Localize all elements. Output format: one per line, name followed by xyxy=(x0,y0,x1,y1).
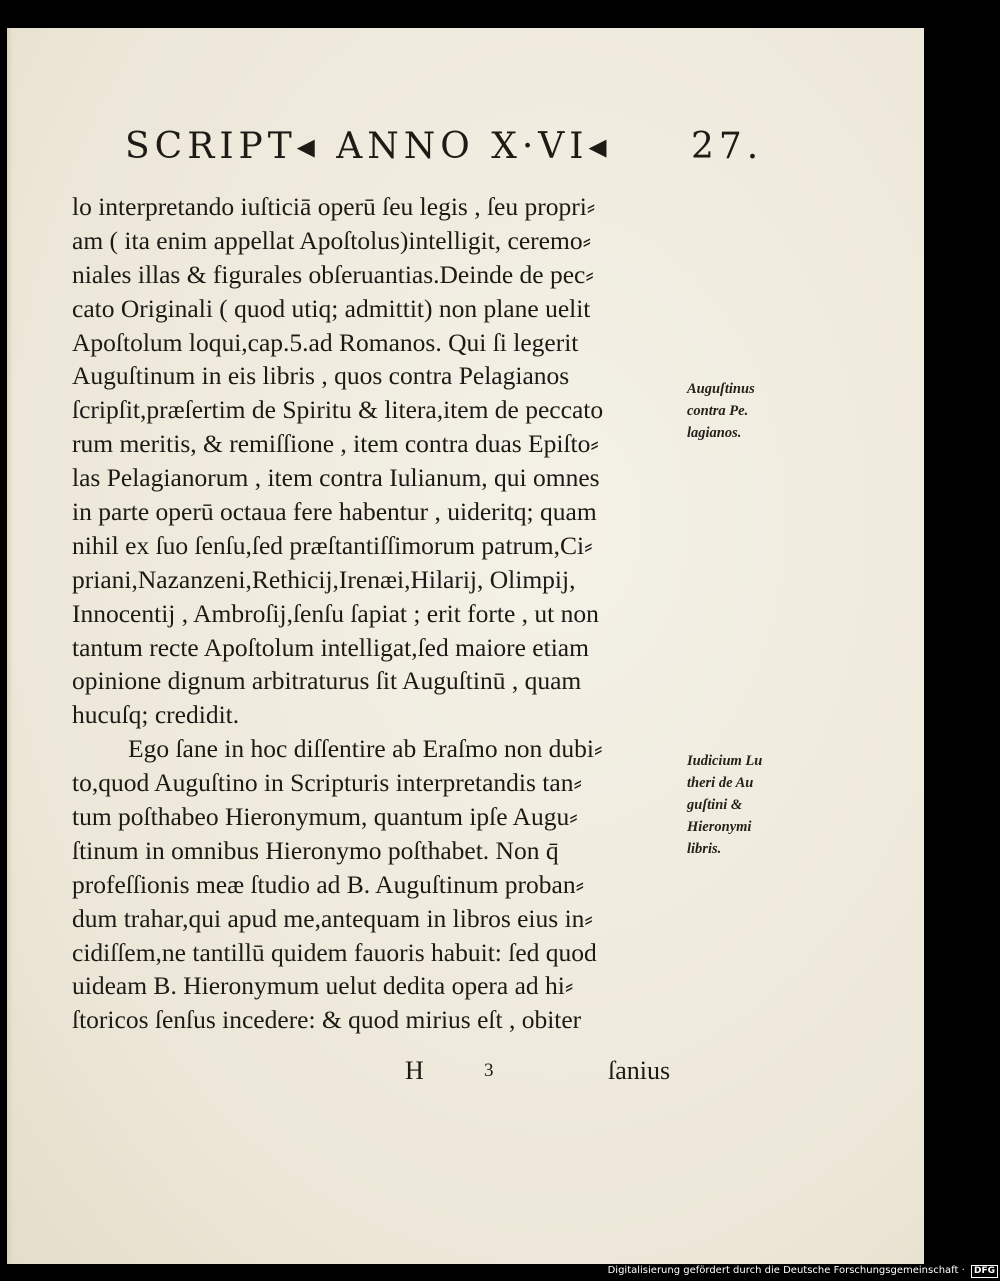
page-number: 27. xyxy=(691,126,764,167)
margin-note-line: lagianos. xyxy=(687,425,742,441)
text-line: cidiſſem,ne tantillū quidem fauoris habuit: ſed quod xyxy=(72,937,597,967)
text-line: uideam B. Hieronymum uelut dedita opera ad hi⸗ xyxy=(72,971,574,1001)
catchword: ſanius xyxy=(608,1056,671,1085)
body-text xyxy=(72,190,692,1037)
digitization-credit: Digitalisierung gefördert durch die Deutsche Forschungsgemeinschaft · DFG xyxy=(608,1264,998,1278)
text-line: Apoſtolum loqui,cap.5.ad Romanos. Qui ſi legerit xyxy=(72,327,579,357)
text-line: hucuſq; credidit. xyxy=(72,700,240,730)
text-line: opinione dignum arbitraturus ſit Auguſtinū , quam xyxy=(72,666,582,696)
text-line: dum trahar,qui apud me,antequam in libros eius in⸗ xyxy=(72,903,593,933)
margin-note-line: Hieronymi xyxy=(687,819,752,835)
page-foot xyxy=(72,1056,692,1092)
paragraph-start-line: Ego ſane in hoc diſſentire ab Eraſmo non dubi⸗ xyxy=(128,734,603,764)
text-line: rum meritis, & remiſſione , item contra duas Epiſto⸗ xyxy=(72,429,599,459)
text-line: ſtoricos ſenſus incedere: & quod mirius eſt , obiter xyxy=(72,1005,582,1035)
book-page xyxy=(7,28,924,1264)
text-line: cato Originali ( quod utiq; admittit) non plane uelit xyxy=(72,293,591,323)
margin-note-iudicium xyxy=(687,750,762,860)
text-line: ſtinum in omnibus Hieronymo poſthabet. Non q̄ xyxy=(72,835,559,865)
text-line: priani,Nazanzeni,Rethicij,Irenæi,Hilarij, Olimpij, xyxy=(72,564,576,594)
page-gutter-shadow xyxy=(7,28,13,1264)
text-line: niales illas & figurales obſeruantias.Deinde de pec⸗ xyxy=(72,259,594,289)
text-line: profeſſionis meæ ſtudio ad B. Auguſtinum proban⸗ xyxy=(72,869,585,899)
margin-note-line: Iudicium Lu xyxy=(687,753,763,769)
dfg-logo: DFG xyxy=(971,1265,998,1278)
text-line: Auguſtinum in eis libris , quos contra Pelagianos xyxy=(72,361,570,391)
text-line: ſcripſit,præſertim de Spiritu & litera,item de peccato xyxy=(72,395,604,425)
text-line: am ( ita enim appellat Apoſtolus)intelligit, ceremo⸗ xyxy=(72,225,592,255)
text-line: to,quod Auguſtino in Scripturis interpretandis tan⸗ xyxy=(72,768,582,798)
running-head xyxy=(125,126,765,178)
margin-note-line: guſtini & xyxy=(687,797,743,813)
signature-mark: H xyxy=(405,1056,424,1085)
credit-text: Digitalisierung gefördert durch die Deutsche Forschungsgemeinschaft xyxy=(607,1265,959,1276)
text-line: tum poſthabeo Hieronymum, quantum ipſe Augu⸗ xyxy=(72,802,578,832)
text-line: nihil ex ſuo ſenſu,ſed præſtantiſſimorum patrum,Ci⸗ xyxy=(72,530,593,560)
margin-note-line: theri de Au xyxy=(687,775,754,791)
margin-note-augustinus xyxy=(687,378,755,444)
signature-number: 3 xyxy=(484,1060,494,1081)
text-line: Innocentij , Ambroſij,ſenſu ſapiat ; erit forte , ut non xyxy=(72,598,599,628)
margin-note-line: contra Pe. xyxy=(687,403,749,419)
text-line: lo interpretando iuſticiā operū ſeu legis , ſeu propri⸗ xyxy=(72,192,596,221)
text-line: in parte operū octaua fere habentur , uideritq; quam xyxy=(72,497,597,527)
text-line: tantum recte Apoſtolum intelligat,ſed maiore etiam xyxy=(72,632,589,662)
running-head-title: SCRIPT◂ ANNO X·VI◂ xyxy=(125,126,612,167)
margin-note-line: libris. xyxy=(687,841,722,857)
text-line: las Pelagianorum , item contra Iulianum, qui omnes xyxy=(72,463,600,493)
margin-note-line: Auguſtinus xyxy=(687,381,755,397)
